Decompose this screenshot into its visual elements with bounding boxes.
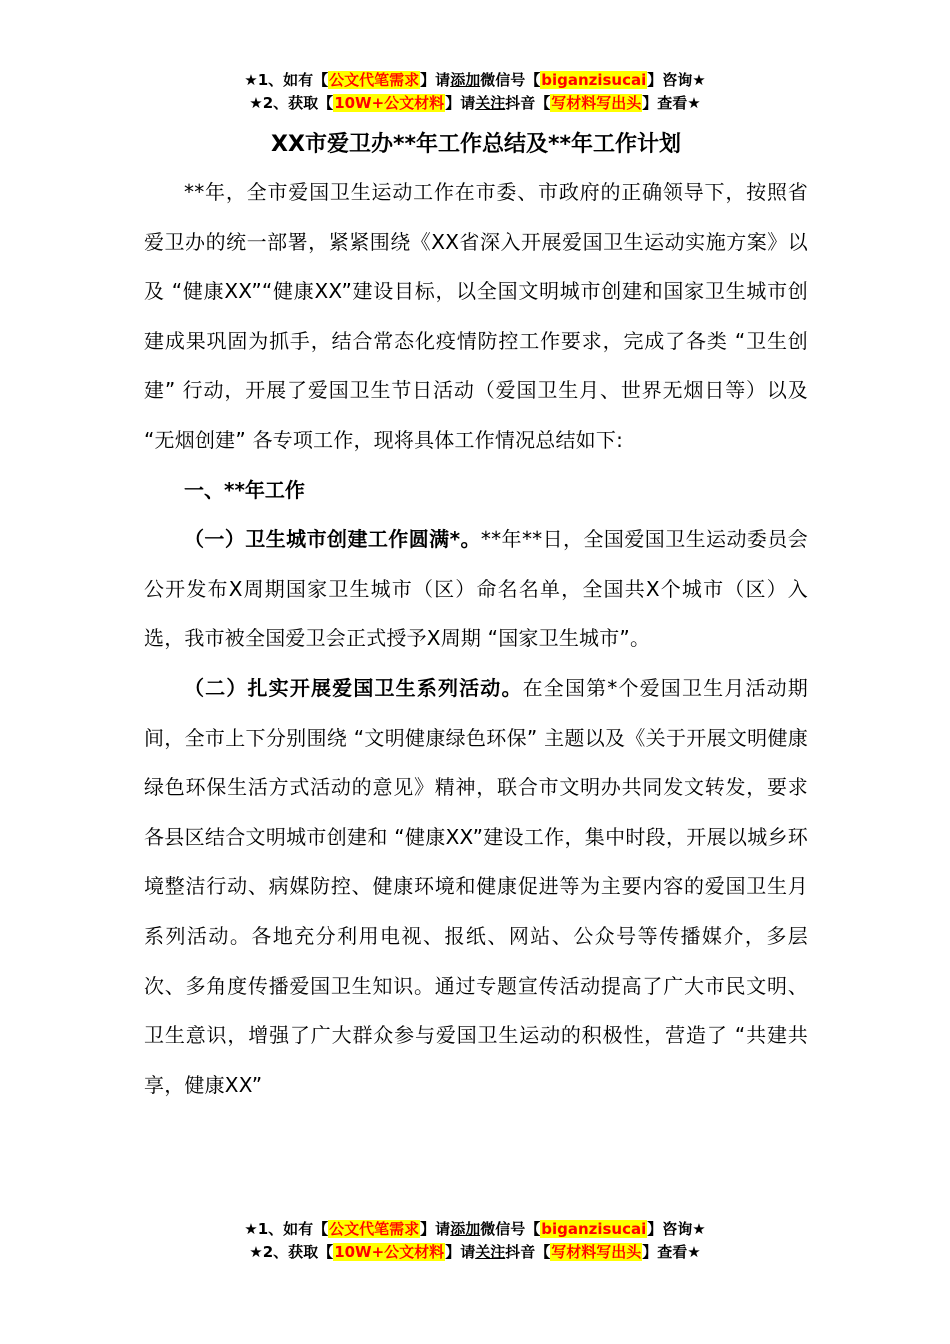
- banner-highlight: 公文代笔需求: [329, 71, 420, 89]
- banner-highlight: 公文代笔需求: [329, 1220, 420, 1238]
- document-body: [144, 122, 808, 1110]
- banner-highlight: 10W+公文材料: [334, 94, 445, 112]
- footer-banner: [0, 1218, 950, 1264]
- banner-line-1: ★1、如有【公文代笔需求】请添加微信号【biganzisucai】咨询★: [244, 71, 706, 89]
- document-title: XX市爱卫办**年工作总结及**年工作计划: [271, 132, 681, 157]
- intro-paragraph: **年，全市爱国卫生运动工作在市委、市政府的正确领导下，按照省爱卫办的统一部署，紧紧围绕《XX省深入开展爱国卫生运动实施方案》以及 “健康XX”“健康XX”建设目标，以全国文明城市创建和国家卫生城市创建成果巩固为抓手，结合常态化疫情防控工作要求，完成了各类 “卫生创建” 行动，开展了爱国卫生节日活动（爱国卫生月、世界无烟日等）以及 “无烟创建” 各专项工作，现将具体工作情况总结如下:: [144, 180, 808, 452]
- banner-highlight: biganzisucai: [541, 71, 647, 89]
- item-2-lead: （二）扎实开展爱国卫生系列活动。: [184, 675, 523, 700]
- section-heading: 一、**年工作: [184, 477, 305, 502]
- banner-line-1: ★1、如有【公文代笔需求】请添加微信号【biganzisucai】咨询★: [244, 1220, 706, 1238]
- banner-highlight: biganzisucai: [541, 1220, 647, 1238]
- banner-line-2: ★2、获取【10W+公文材料】请关注抖音【写材料写出头】查看★: [249, 94, 701, 112]
- banner-highlight: 写材料写出头: [551, 1243, 642, 1261]
- banner-highlight: 10W+公文材料: [334, 1243, 445, 1261]
- item-1-body: **年**日，全国爱国卫生运动委员会公开发布X周期国家卫生城市（区）命名名单，全国共X个城市（区）入选，我市被全国爱卫会正式授予X周期 “国家卫生城市”。: [144, 527, 808, 651]
- item-1-paragraph: [144, 515, 808, 664]
- banner-line-2: ★2、获取【10W+公文材料】请关注抖音【写材料写出头】查看★: [249, 1243, 701, 1261]
- item-2-paragraph: [144, 664, 808, 1110]
- item-1-lead: （一）卫生城市创建工作圆满*。: [184, 527, 481, 552]
- item-2-body: 在全国第*个爱国卫生月活动期间，全市上下分别围绕 “文明健康绿色环保” 主题以及《关于开展文明健康绿色环保生活方式活动的意见》精神，联合市文明办共同发文转发，要求各县区结合文明城市创建和 “健康XX”建设工作，集中时段，开展以城乡环境整洁行动、病媒防控、健康环境和健康促进等为主要内容的爱国卫生月系列活动。各地充分利用电视、报纸、网站、公众号等传播媒介，多层次、多角度传播爱国卫生知识。通过专题宣传活动提高了广大市民文明、卫生意识，增强了广大群众参与爱国卫生运动的积极性，营造了 “共建共享，健康XX”: [144, 675, 808, 1097]
- banner-highlight: 写材料写出头: [551, 94, 642, 112]
- header-banner: [0, 69, 950, 115]
